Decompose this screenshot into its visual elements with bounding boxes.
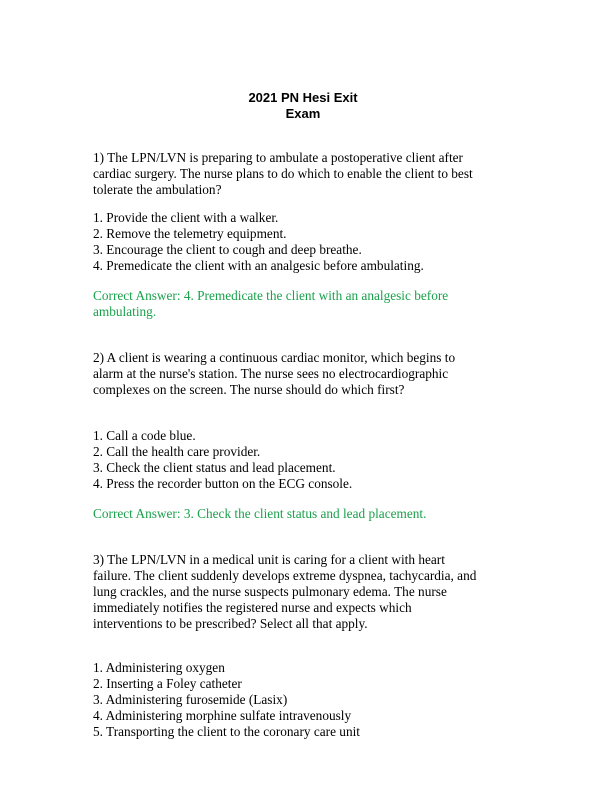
question-2-option-1: 1. Call a code blue. [93, 428, 196, 443]
question-2-stem-line: alarm at the nurse's station. The nurse sees no electrocardiographic [93, 366, 449, 381]
question-2-options [93, 428, 533, 492]
question-2-option-3: 3. Check the client status and lead placement. [93, 460, 336, 475]
question-2-stem-line: 2) A client is wearing a continuous cardiac monitor, which begins to [93, 350, 456, 365]
question-3-stem-line: failure. The client suddenly develops extreme dyspnea, tachycardia, and [93, 568, 477, 583]
question-1-options [93, 210, 533, 274]
question-1-option-3: 3. Encourage the client to cough and deep breathe. [93, 242, 362, 257]
question-3-stem-line: interventions to be prescribed? Select all that apply. [93, 616, 368, 631]
question-3-option-4: 4. Administering morphine sulfate intravenously [93, 708, 352, 723]
title-line-1: 2021 PN Hesi Exit [248, 90, 358, 105]
question-2-answer-line: Correct Answer: 3. Check the client status and lead placement. [93, 506, 427, 521]
question-3-option-3: 3. Administering furosemide (Lasix) [93, 692, 288, 707]
question-1-stem-line: cardiac surgery. The nurse plans to do which to enable the client to best [93, 166, 473, 181]
question-3-option-5: 5. Transporting the client to the coronary care unit [93, 724, 360, 739]
question-3-stem [93, 552, 533, 632]
question-1-stem [93, 150, 533, 198]
question-1-answer [93, 288, 533, 320]
question-3-stem-line: 3) The LPN/LVN in a medical unit is caring for a client with heart [93, 552, 445, 567]
question-2-stem [93, 350, 533, 398]
question-1-option-2: 2. Remove the telemetry equipment. [93, 226, 287, 241]
question-2-stem-line: complexes on the screen. The nurse should do which first? [93, 382, 405, 397]
document-title [0, 90, 606, 122]
question-3-stem-line: lung crackles, and the nurse suspects pulmonary edema. The nurse [93, 584, 447, 599]
question-1-stem-line: tolerate the ambulation? [93, 182, 222, 197]
question-2-answer [93, 506, 533, 522]
question-1-answer-line: Correct Answer: 4. Premedicate the client with an analgesic before [93, 288, 449, 303]
question-3-stem-line: immediately notifies the registered nurse and expects which [93, 600, 412, 615]
question-3-option-1: 1. Administering oxygen [93, 660, 225, 675]
question-2-option-2: 2. Call the health care provider. [93, 444, 261, 459]
question-1-stem-line: 1) The LPN/LVN is preparing to ambulate a postoperative client after [93, 150, 463, 165]
question-2-option-4: 4. Press the recorder button on the ECG console. [93, 476, 353, 491]
question-3-option-2: 2. Inserting a Foley catheter [93, 676, 242, 691]
question-1-answer-line: ambulating. [93, 304, 157, 319]
question-3-options [93, 660, 533, 740]
question-1-option-4: 4. Premedicate the client with an analgesic before ambulating. [93, 258, 424, 273]
title-line-2: Exam [285, 106, 321, 121]
question-1-option-1: 1. Provide the client with a walker. [93, 210, 279, 225]
